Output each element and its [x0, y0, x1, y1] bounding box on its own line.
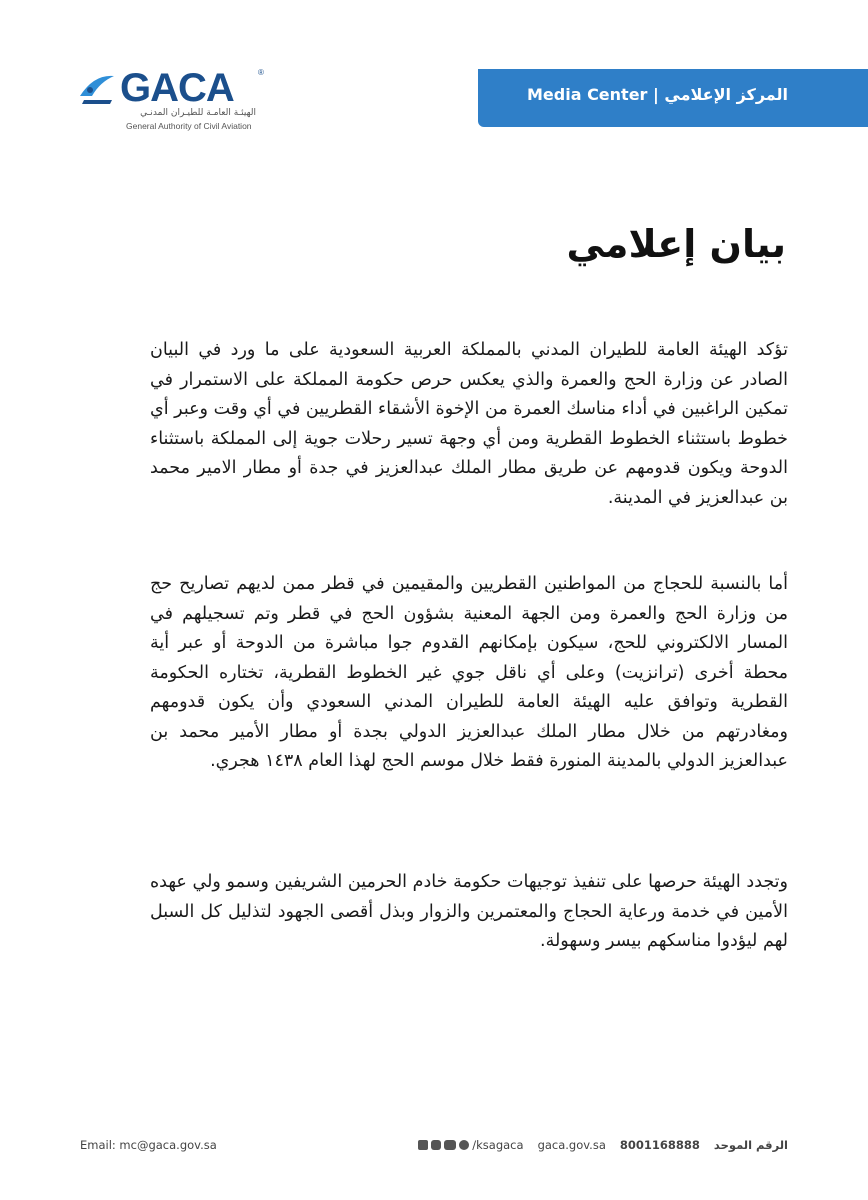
footer-phone: 8001168888	[619, 1138, 700, 1152]
x-icon[interactable]	[418, 1140, 428, 1150]
telegram-icon[interactable]	[459, 1140, 469, 1150]
footer-contacts	[418, 1138, 788, 1152]
footer	[80, 1138, 788, 1158]
gaca-logo	[74, 66, 274, 136]
youtube-icon[interactable]	[444, 1140, 456, 1150]
logo-name-english: General Authority of Civil Aviation	[126, 121, 252, 131]
banner-label: Media Center | المركز الإعلامي	[526, 85, 788, 104]
instagram-icon[interactable]	[431, 1140, 441, 1150]
paragraph-2: أما بالنسبة للحجاج من المواطنين القطريين والمقيمين في قطر ممن لديهم تصاريح حج من وزارة الحج والعمرة ومن الجهة المعنية بشؤون الحج في قطر وتم تسجيلهم في المسار الالكتروني للحج، سيكون بإمكانهم القدوم جوا مباشرة من الدوحة أو عبر أية محطة أخرى (ترانزيت) وعلى أي ناقل جوي غير الخطوط القطرية، تختاره الحكومة القطرية وتوافق عليه الهيئة العامة للطيران المدني السعودي وأن يكون قدومهم ومغادرتهم من خلال مطار الملك عبدالعزيز الدولي بجدة أو مطار الأمير محمد بن عبدالعزيز الدولي بالمدينة المنورة فقط خلال موسم الحج لهذا العام ١٤٣٨ هجري.	[150, 574, 788, 771]
logo-name-arabic: الهيئـة العامـة للطيـران المدنـي	[140, 108, 256, 118]
paragraph-1: تؤكد الهيئة العامة للطيران المدني بالمملكة العربية السعودية على ما ورد في البيان الصادر عن وزارة الحج والعمرة والذي يعكس حرص حكومة المملكة على الاستمرار في تمكين الراغبين في أداء مناسك العمرة من الإخوة الأشقاء القطريين في أي وقت وعبر أي خطوط باستثناء الخطوط القطرية ومن أي وجهة تسير رحلات جوية إلى المملكة باستثناء الدوحة ويكون قدومهم عن طريق مطار الملك عبدالعزيز في جدة أو مطار الامير محمد بن عبدالعزيز في المدينة.	[150, 340, 788, 508]
registered-mark: ®	[258, 68, 264, 77]
footer-phone-label: الرقم الموحد	[713, 1138, 788, 1152]
footer-email[interactable]: Email: mc@gaca.gov.sa	[80, 1138, 217, 1152]
gaca-emblem-icon	[74, 66, 118, 110]
social-handle[interactable]: /ksagaca	[472, 1138, 524, 1152]
paragraph-3: وتجدد الهيئة حرصها على تنفيذ توجيهات حكومة خادم الحرمين الشريفين وسمو ولي عهده الأمين في خدمة ورعاية الحجاج والمعتمرين والزوار وبذل أقصى الجهود لتذليل كل السبل لهم ليؤدوا مناسكهم بيسر وسهولة.	[150, 872, 788, 951]
social-links	[418, 1138, 523, 1152]
media-center-banner	[478, 69, 868, 127]
logo-wordmark: GACA	[120, 66, 234, 110]
footer-website[interactable]: gaca.gov.sa	[537, 1138, 606, 1152]
document-title: بيان إعلامي	[566, 222, 786, 266]
